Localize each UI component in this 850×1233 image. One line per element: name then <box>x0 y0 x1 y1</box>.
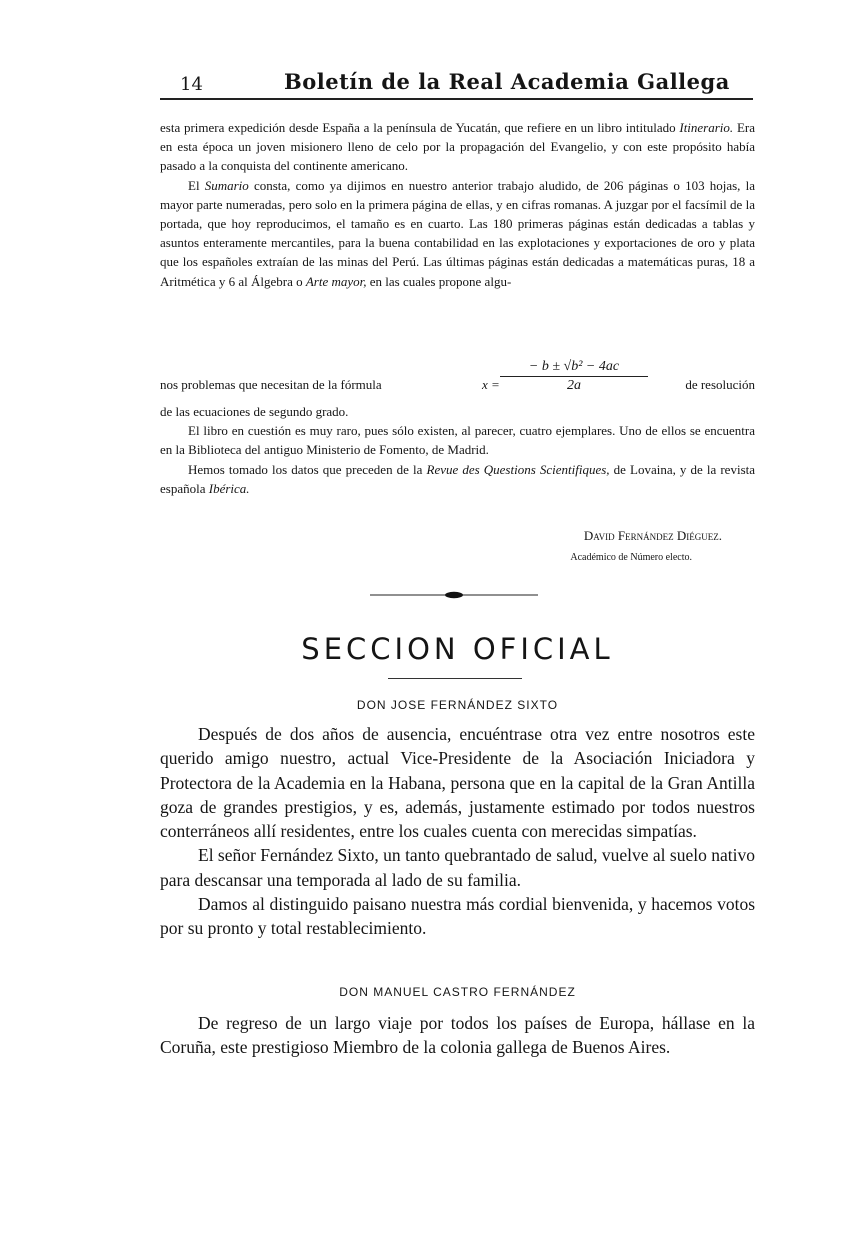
section-title: SECCION OFICIAL <box>301 632 614 666</box>
formula-line <box>160 359 755 401</box>
ornament-divider-icon <box>370 591 538 599</box>
paragraph: El Sumario consta, como ya dijimos en nuestro anterior trabajo aludido, de 206 páginas o 103 hojas, la mayor parte numeradas, pero solo en la primera página de ellas, y en cifras romanas. A juzgar por el facsímil de la portada, que hoy reproducimos, el tamaño es en cuarto. Las 180 primeras páginas están dedicadas a tablas y asuntos enteramente mercantiles, para la buena contabilidad en las explotaciones y exportaciones de oro y plata que los españoles extraían de las minas del Perú. Las últimas páginas están dedicadas a matemáticas puras, 18 a Aritmética y 6 al Álgebra o Arte mayor, en las cuales propone algu- <box>160 177 755 289</box>
paragraph: Damos al distinguido paisano nuestra más cordial bienvenida, y hacemos votos por su pronto y total restablecimiento. <box>160 894 755 939</box>
quadratic-formula <box>500 359 648 394</box>
formula-variable: x = <box>482 377 500 392</box>
news-item-castro-fernandez <box>160 1011 755 1060</box>
news-item-fernandez-sixto <box>160 722 755 941</box>
page-number: 14 <box>180 74 203 95</box>
paragraph: De regreso de un largo viaje por todos los países de Europa, hállase en la Coruña, este prestigioso Miembro de la colonia gallega de Buenos Aires. <box>160 1013 755 1058</box>
formula-denominator: 2a <box>567 378 581 393</box>
subheading-manuel-castro-fernandez: DON MANUEL CASTRO FERNÁNDEZ <box>339 985 576 999</box>
paragraph: El libro en cuestión es muy raro, pues sólo existen, al parecer, cuatro ejemplares. Uno de ellos se encuentra en la Biblioteca del antiguo Ministerio de Fomento, de Madrid. <box>160 423 755 458</box>
paragraph: esta primera expedición desde España a la península de Yucatán, que refiere en un libro intitulado Itinerario. Era en esta época un joven misionero lleno de celo por la propagación del Evangelio, y con este propósito había pasado a la conquista del continente americano. <box>160 120 755 174</box>
title-underline <box>388 678 522 679</box>
author-role: Académico de Número electo. <box>570 552 692 563</box>
subheading-jose-fernandez-sixto: DON JOSE FERNÁNDEZ SIXTO <box>356 698 559 712</box>
formula-lead-text: nos problemas que necesitan de la fórmula <box>160 377 382 392</box>
formula-trail-text: de resolución <box>685 377 755 392</box>
article-ending-top <box>160 118 755 291</box>
running-header <box>160 68 753 100</box>
article-ending-bottom <box>160 402 755 498</box>
paragraph: de las ecuaciones de segundo grado. <box>160 404 349 419</box>
paragraph: Hemos tomado los datos que preceden de la Revue des Questions Scientifiques, de Lovaina, y de la revista española Ibérica. <box>160 461 756 496</box>
paragraph: El señor Fernández Sixto, un tanto quebrantado de salud, vuelve al suelo nativo para descansar una temporada al lado de su familia. <box>160 845 755 890</box>
author-signature: David Fernández Diéguez. <box>583 528 722 543</box>
running-title: Boletín de la Real Academia Gallega <box>284 69 730 94</box>
formula-numerator: − b ± √b² − 4ac <box>500 359 648 377</box>
paragraph: Después de dos años de ausencia, encuéntrase otra vez entre nosotros este querido amigo nuestro, actual Vice-Presidente de la Asociación Iniciadora y Protectora de la Academia en la Habana, persona que en la capital de la Gran Antilla goza de grandes prestigios, y es, además, justamente estimado por todos nuestros conterráneos allí residentes, entre los cuales cuenta con merecidas simpatías. <box>160 724 755 842</box>
